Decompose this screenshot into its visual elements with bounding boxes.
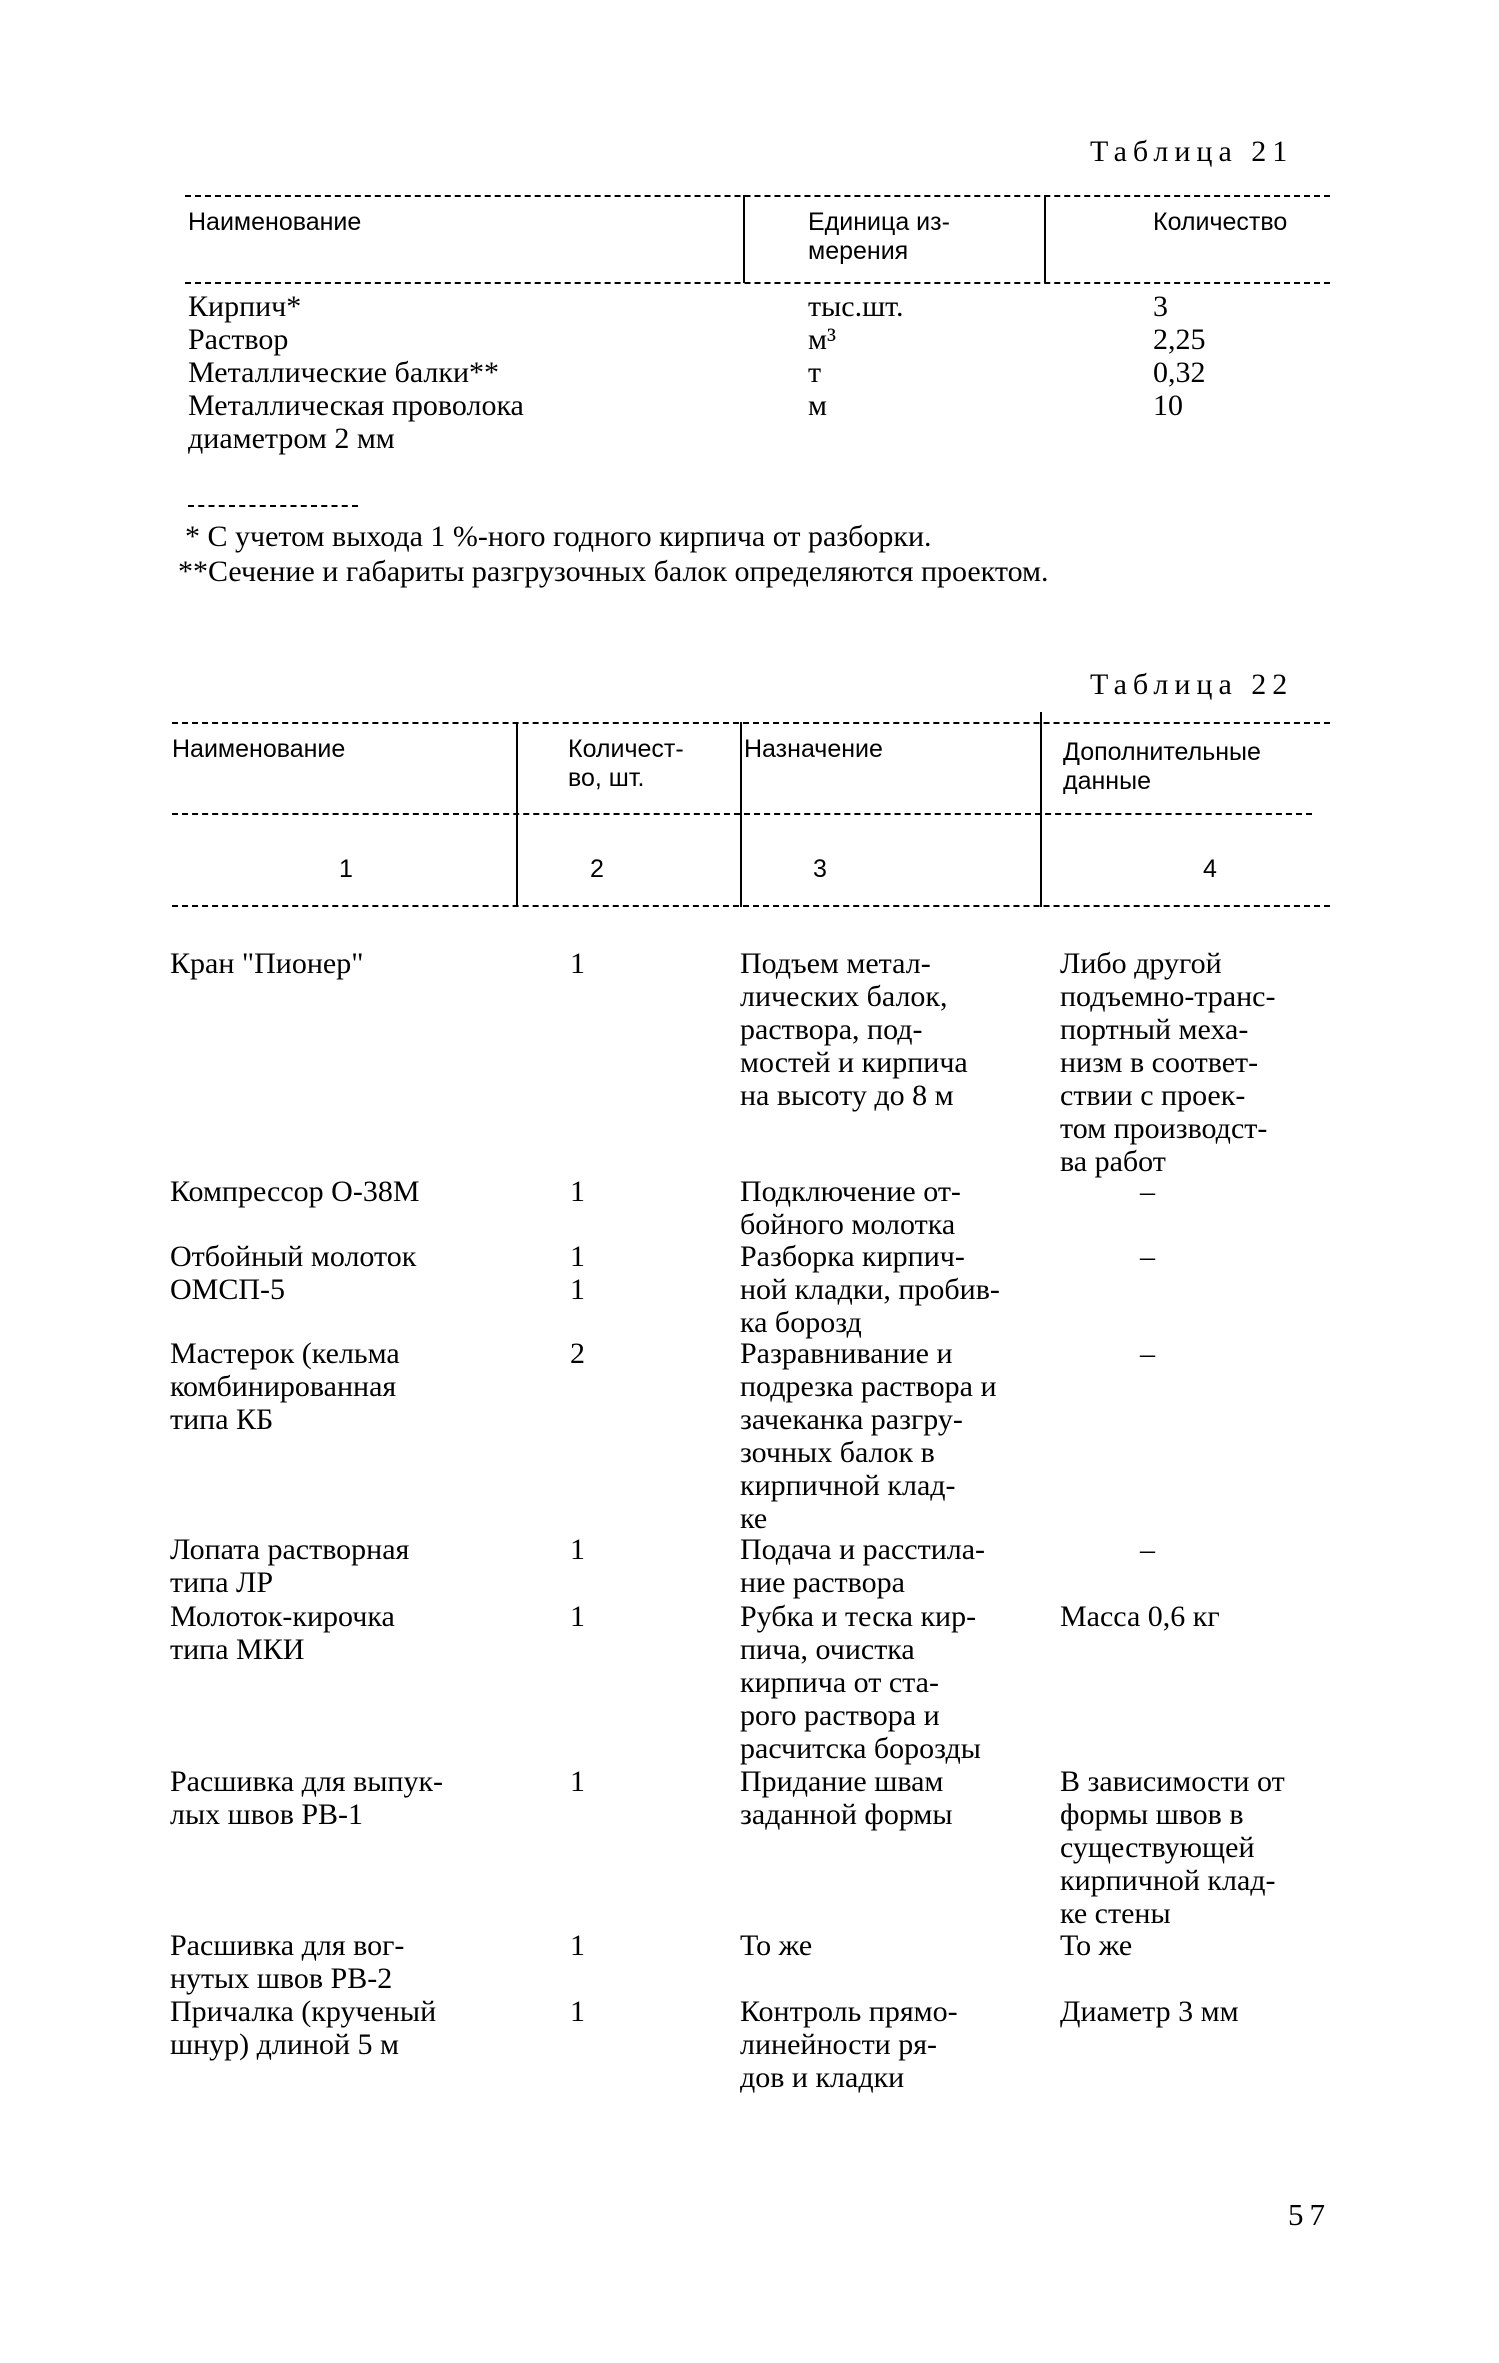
table-22-top-rule	[172, 722, 1330, 724]
cell-extra: Диаметр 3 мм	[1060, 1995, 1239, 2028]
page-number: 57	[1288, 2197, 1331, 2232]
cell-name: Причалка (крученый шнур) длиной 5 м	[170, 1995, 437, 2061]
cell-qty: 1	[570, 947, 585, 980]
cell-extra: –	[1140, 1175, 1155, 1208]
table-22-caption: Таблица 22	[1090, 668, 1294, 701]
cell-purpose: Подача и расстила- ние раствора	[740, 1533, 986, 1599]
cell-unit: тыс.шт.	[808, 290, 904, 323]
cell-qty: 1	[570, 1175, 585, 1208]
table-row	[0, 290, 1499, 323]
table-22-header-purpose: Назначение	[744, 735, 883, 763]
cell-extra: –	[1140, 1337, 1155, 1370]
table-21-header-unit: Единица из- мерения	[808, 208, 950, 265]
cell-extra: Масса 0,6 кг	[1060, 1600, 1220, 1633]
table-21-header-name: Наименование	[188, 208, 362, 236]
cell-purpose: Разравнивание и подрезка раствора и зачеканка разгру- зочных балок в кирпичной клад- ке	[740, 1337, 997, 1535]
table-row	[0, 947, 1499, 1178]
table-22-header-name: Наименование	[172, 735, 346, 763]
cell-purpose: Придание швам заданной формы	[740, 1765, 953, 1831]
table-row	[0, 1929, 1499, 1995]
cell-qty: 0,32	[1153, 356, 1206, 389]
cell-purpose: Подключение от- бойного молотка	[740, 1175, 961, 1241]
table-21-top-rule	[185, 195, 1330, 197]
column-number: 2	[590, 855, 604, 883]
table-row	[0, 1765, 1499, 1930]
table-22-header-rule	[172, 813, 1312, 815]
column-number: 3	[813, 855, 827, 883]
table-row	[0, 389, 1499, 455]
cell-extra: –	[1140, 1533, 1155, 1566]
cell-extra: В зависимости от формы швов в существующей кирпичной клад- ке стены	[1060, 1765, 1285, 1930]
cell-qty: 2,25	[1153, 323, 1206, 356]
cell-name: Металлическая проволока диаметром 2 мм	[188, 389, 524, 455]
cell-unit: м	[808, 389, 827, 422]
cell-purpose: То же	[740, 1929, 813, 1962]
cell-purpose: Рубка и теска кир- пича, очистка кирпича от ста- рого раствора и расчитска борозды	[740, 1600, 981, 1765]
column-number: 1	[339, 855, 353, 883]
cell-extra: То же	[1060, 1929, 1133, 1962]
cell-name: Раствор	[188, 323, 289, 356]
cell-purpose: Подъем метал- лических балок, раствора, под- мостей и кирпича на высоту до 8 м	[740, 947, 968, 1112]
table-21-header-qty: Количество	[1153, 208, 1288, 236]
cell-extra: –	[1140, 1240, 1155, 1273]
cell-extra: Либо другой подъемно-транс- портный меха- низм в соответ- ствии с проек- том производст- ва работ	[1060, 947, 1276, 1178]
cell-name: Металлические балки**	[188, 356, 500, 389]
cell-purpose: Контроль прямо- линейности ря- дов и кладки	[740, 1995, 958, 2094]
cell-unit: м³	[808, 323, 836, 356]
footnote-rule	[188, 505, 358, 507]
table-21-col-divider	[1044, 195, 1046, 283]
table-22-bottom-rule	[172, 905, 1330, 907]
table-row	[0, 1175, 1499, 1241]
cell-qty: 2	[570, 1337, 585, 1370]
cell-qty: 1	[570, 1765, 585, 1798]
cell-qty: 1	[570, 1929, 585, 1962]
cell-qty: 10	[1153, 389, 1183, 422]
column-number: 4	[1203, 855, 1217, 883]
cell-qty: 1	[570, 1533, 585, 1566]
cell-qty: 1	[570, 1995, 585, 2028]
cell-purpose: Разборка кирпич- ной кладки, пробив- ка борозд	[740, 1240, 1000, 1339]
cell-qty: 1 1	[570, 1240, 585, 1306]
table-row	[0, 1995, 1499, 2094]
table-row	[0, 356, 1499, 389]
table-row	[0, 1240, 1499, 1339]
table-row	[0, 323, 1499, 356]
cell-name: Лопата растворная типа ЛР	[170, 1533, 410, 1599]
table-row	[0, 1533, 1499, 1599]
cell-unit: т	[808, 356, 822, 389]
table-21-col-divider	[743, 195, 745, 283]
table-row	[0, 1337, 1499, 1535]
table-row	[0, 1600, 1499, 1765]
table-22-col-divider	[1040, 712, 1042, 907]
table-22-header-qty: Количест- во, шт.	[568, 735, 684, 792]
cell-name: Мастерок (кельма комбинированная типа КБ	[170, 1337, 400, 1436]
table-21-header-rule	[185, 282, 1330, 284]
cell-name: Расшивка для выпук- лых швов РВ-1	[170, 1765, 444, 1831]
cell-name: Компрессор О-38М	[170, 1175, 420, 1208]
cell-name: Кирпич*	[188, 290, 302, 323]
cell-name: Кран "Пионер"	[170, 947, 364, 980]
table-21-caption: Таблица 21	[1090, 135, 1294, 168]
footnote-2: **Сечение и габариты разгрузочных балок определяются проектом.	[178, 555, 1049, 588]
cell-name: Молоток-кирочка типа МКИ	[170, 1600, 395, 1666]
footnote-1: * С учетом выхода 1 %-ного годного кирпича от разборки.	[185, 520, 932, 553]
cell-name: Расшивка для вог- нутых швов РВ-2	[170, 1929, 405, 1995]
cell-qty: 3	[1153, 290, 1168, 323]
table-22-header-extra: Дополнительные данные	[1063, 738, 1261, 795]
cell-name: Отбойный молоток ОМСП-5	[170, 1240, 417, 1306]
cell-qty: 1	[570, 1600, 585, 1633]
